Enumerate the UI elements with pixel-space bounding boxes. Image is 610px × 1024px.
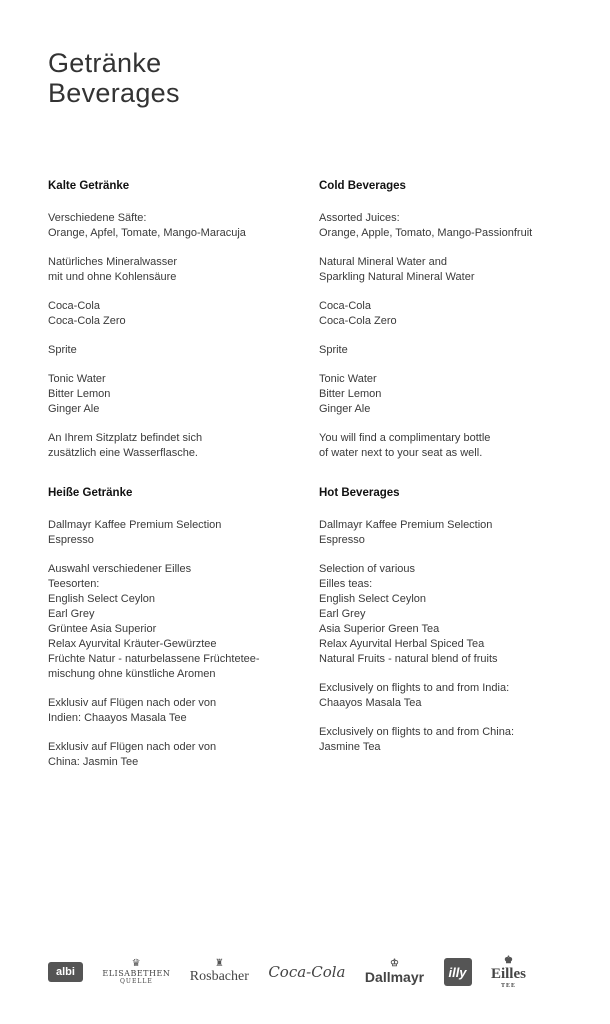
menu-item: Coca-Cola Coca-Cola Zero <box>319 300 397 327</box>
crest-icon: ♚ <box>503 954 513 966</box>
crest-icon: ♔ <box>390 958 399 969</box>
section-heading-cold-en: Cold Beverages <box>319 180 406 192</box>
rosbacher-logo <box>190 959 249 985</box>
eilles-logo <box>491 956 526 989</box>
albi-logo: albi <box>48 962 83 982</box>
menu-item: Selection of various Eilles teas: English Select Ceylon Earl Grey Asia Superior Green Tea Relax Ayurvital Herbal Spiced Tea Natural Fruits - natural blend of fruits <box>319 563 498 665</box>
elisabethen-quelle-logo <box>102 959 170 985</box>
hot-section-en <box>319 485 579 755</box>
coca-cola-logo: Coca-Cola <box>268 963 346 981</box>
menu-item: Dallmayr Kaffee Premium Selection Espresso <box>319 519 493 546</box>
hot-section-de <box>48 485 318 770</box>
brand-logo-strip <box>48 948 526 996</box>
menu-item: Exclusively on flights to and from China: Jasmine Tea <box>319 726 515 753</box>
elisabethen-label: ELISABETHEN <box>102 969 171 978</box>
menu-item: Exklusiv auf Flügen nach oder von Indien: Chaayos Masala Tee <box>48 697 217 724</box>
eilles-label: Eilles <box>490 965 526 982</box>
eilles-sub: TEE <box>500 982 516 989</box>
illy-logo: illy <box>444 958 472 986</box>
menu-item: You will find a complimentary bottle of water next to your seat as well. <box>319 432 491 459</box>
page-title <box>48 48 180 108</box>
menu-item: Tonic Water Bitter Lemon Ginger Ale <box>48 373 111 415</box>
title-german: Getränke <box>48 48 162 78</box>
menu-item: Natural Mineral Water and Sparkling Natural Mineral Water <box>319 256 475 283</box>
menu-item: Sprite <box>319 344 348 356</box>
german-column <box>48 178 318 784</box>
crest-icon: ♛ <box>131 958 142 969</box>
menu-item: Auswahl verschiedener Eilles Teesorten: English Select Ceylon Earl Grey Grüntee Asia Superior Relax Ayurvital Kräuter-Gewürztee Früchte Natur - naturbelassene Früchtetee- mischung ohne künstliche Aromen <box>48 563 260 680</box>
menu-item: Assorted Juices: Orange, Apple, Tomato, Mango-Passionfruit <box>319 212 533 239</box>
section-heading-hot-en: Hot Beverages <box>319 487 400 499</box>
crest-icon: ♜ <box>214 958 224 969</box>
dallmayr-label: Dallmayr <box>364 969 425 985</box>
section-heading-hot-de: Heiße Getränke <box>48 487 133 499</box>
menu-item: Coca-Cola Coca-Cola Zero <box>48 300 126 327</box>
menu-item: Natürliches Mineralwasser mit und ohne Kohlensäure <box>48 256 177 283</box>
title-english: Beverages <box>48 78 180 108</box>
menu-item: Verschiedene Säfte: Orange, Apfel, Tomate, Mango-Maracuja <box>48 212 246 239</box>
dallmayr-logo <box>365 959 424 985</box>
menu-item: Exclusively on flights to and from India: Chaayos Masala Tea <box>319 682 510 709</box>
rosbacher-label: Rosbacher <box>189 969 249 984</box>
cold-section-en <box>319 178 579 485</box>
menu-item: Exklusiv auf Flügen nach oder von China: Jasmin Tee <box>48 741 217 768</box>
cold-section-de <box>48 178 318 485</box>
section-heading-cold-de: Kalte Getränke <box>48 180 130 192</box>
menu-item: Dallmayr Kaffee Premium Selection Espresso <box>48 519 222 546</box>
elisabethen-sub: QUELLE <box>120 978 153 985</box>
menu-item: Tonic Water Bitter Lemon Ginger Ale <box>319 373 382 415</box>
english-column <box>319 178 579 769</box>
menu-item: An Ihrem Sitzplatz befindet sich zusätzlich eine Wasserflasche. <box>48 432 203 459</box>
menu-item: Sprite <box>48 344 77 356</box>
